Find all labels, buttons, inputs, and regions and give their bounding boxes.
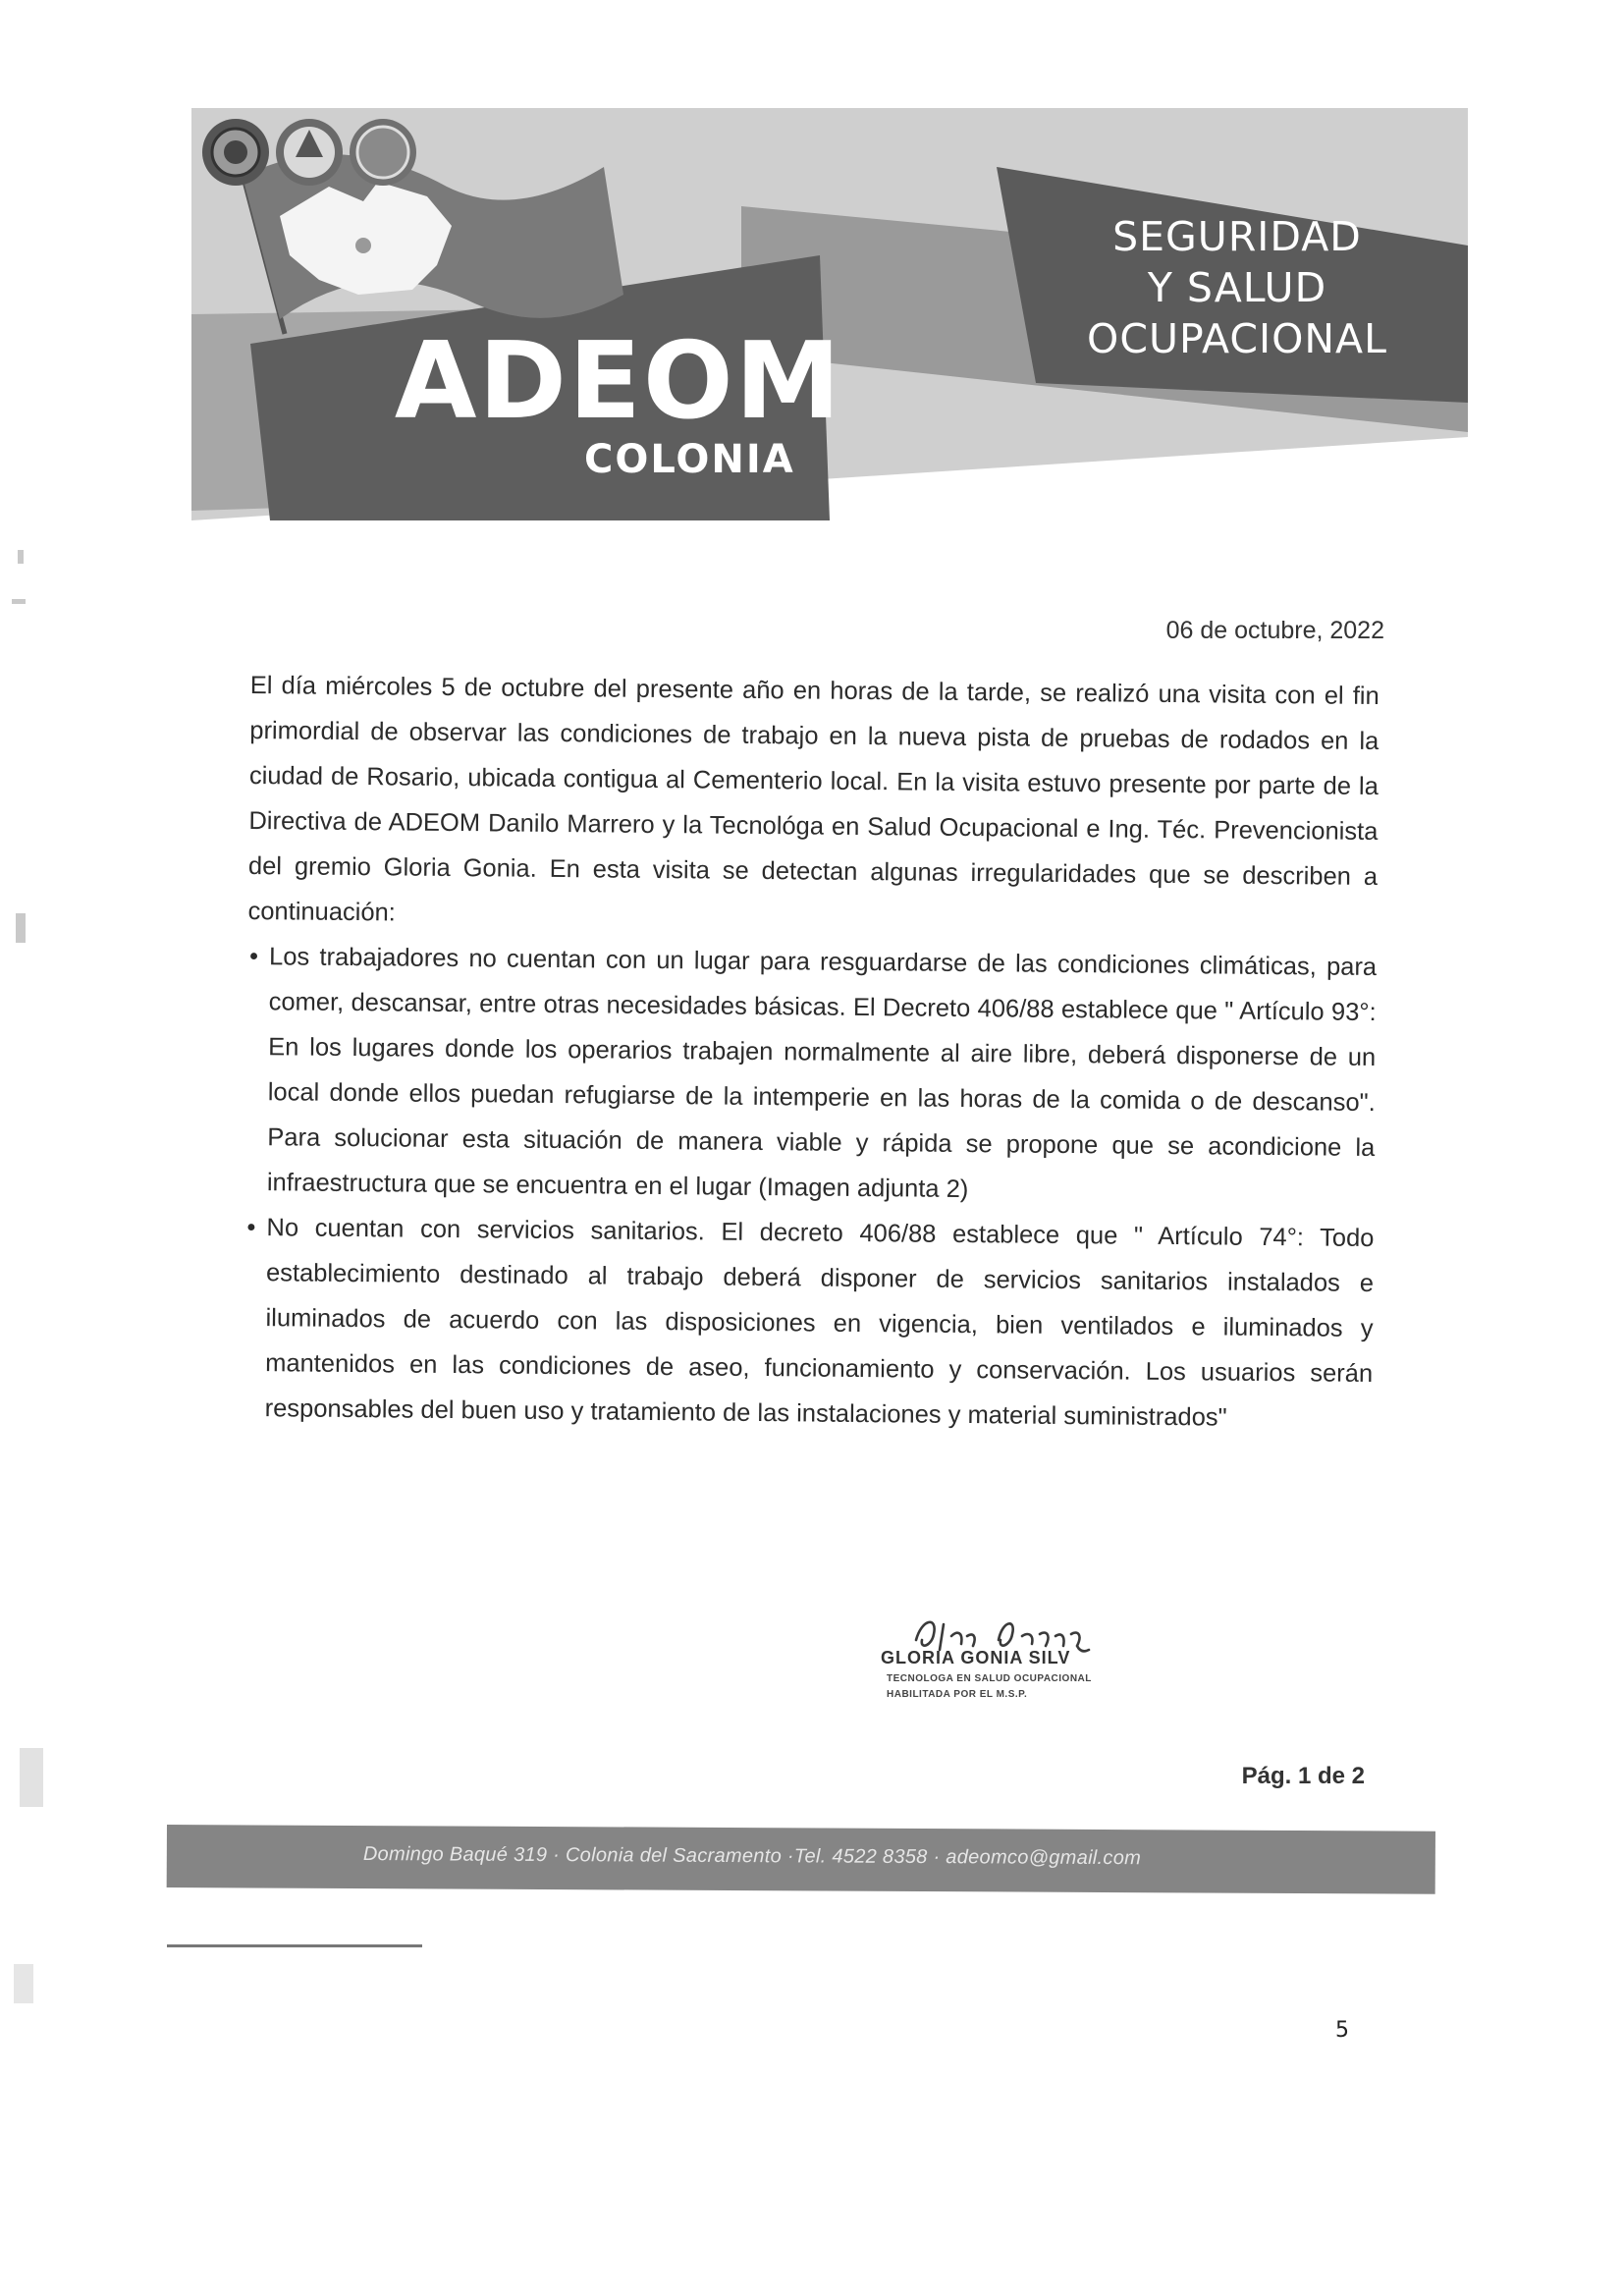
brand-title: ADEOM	[394, 320, 843, 443]
bullet-icon: •	[246, 1213, 256, 1242]
page-label: Pág. 1 de 2	[1241, 1763, 1365, 1789]
document-date: 06 de octubre, 2022	[1165, 617, 1384, 644]
topic-line: SEGURIDAD	[1112, 213, 1362, 260]
topic-heading	[1006, 211, 1468, 364]
brand-subtitle: COLONIA	[584, 437, 795, 482]
signature-stamp	[879, 1611, 1134, 1738]
list-item	[243, 1205, 1374, 1442]
document-body	[243, 663, 1379, 1442]
signatory-name: GLORIA GONIA SILV	[881, 1648, 1071, 1667]
footer-bar	[167, 1825, 1435, 1894]
topic-line: OCUPACIONAL	[1087, 315, 1387, 362]
page-number: 5	[1335, 2018, 1349, 2043]
list-item	[245, 934, 1378, 1216]
clate-seal-icon	[350, 119, 416, 186]
intro-paragraph: El día miércoles 5 de octubre del presente año en horas de la tarde, se realizó una visita con el fin primordial de observar las condiciones de trabajo en la nueva pista de pruebas de rodados en la ciudad de Rosario, ubicada contigua al Cementerio local. En la visita estuvo presente por parte de la Directiva de ADEOM Danilo Marrero y la Tecnológa en Salud Ocupacional e Ing. Téc. Prevencionista del gremio Gloria Gonia. En esta visita se detectan algunas irregularidades que se describen a continuación:	[247, 671, 1380, 927]
signatory-title: TECNOLOGA EN SALUD OCUPACIONAL	[887, 1673, 1092, 1684]
signatory-credential: HABILITADA POR EL M.S.P.	[887, 1689, 1028, 1700]
union-seals	[191, 108, 427, 196]
seal-emblem-icon	[202, 119, 269, 186]
irregularities-list	[243, 934, 1377, 1442]
list-item-text: No cuentan con servicios sanitarios. El decreto 406/88 establece que " Artículo 74°: Todo establecimiento destinado al trabajo deberá disponer de servicios sanitarios instalados e iluminados de acuerdo con las disposiciones en vigencia, bien ventilados e iluminados y mantenidos en las condiciones de aseo, funcionamiento y conservación. Los usuarios serán responsables del buen uso y tratamiento de las instalaciones y material suministrados"	[264, 1214, 1375, 1432]
list-item-text: Los trabajadores no cuentan con un lugar para resguardarse de las condiciones climáticas, para comer, descansar, entre otras necesidades básicas. El Decreto 406/88 establece que " Artículo 93°: En los lugares donde los operarios trabajen normalmente al aire libre, deberá disponerse de un local donde ellos puedan refugiarse de la intemperie en las horas de la comida o de descanso". Para solucionar esta situación de manera viable y rápida se propone que se acondicione la infraestructura que se encuentra en el lugar (Imagen adjunta 2)	[266, 943, 1378, 1204]
footer-contact: Domingo Baqué 319 · Colonia del Sacramento ·Tel. 4522 8358 · adeomco@gmail.com	[362, 1843, 1142, 1870]
pit-cnt-seal-icon	[276, 119, 343, 186]
header-banner	[191, 108, 1468, 520]
bullet-icon: •	[248, 943, 259, 971]
footer-divider	[167, 1944, 422, 1947]
topic-line: Y SALUD	[1147, 264, 1327, 311]
